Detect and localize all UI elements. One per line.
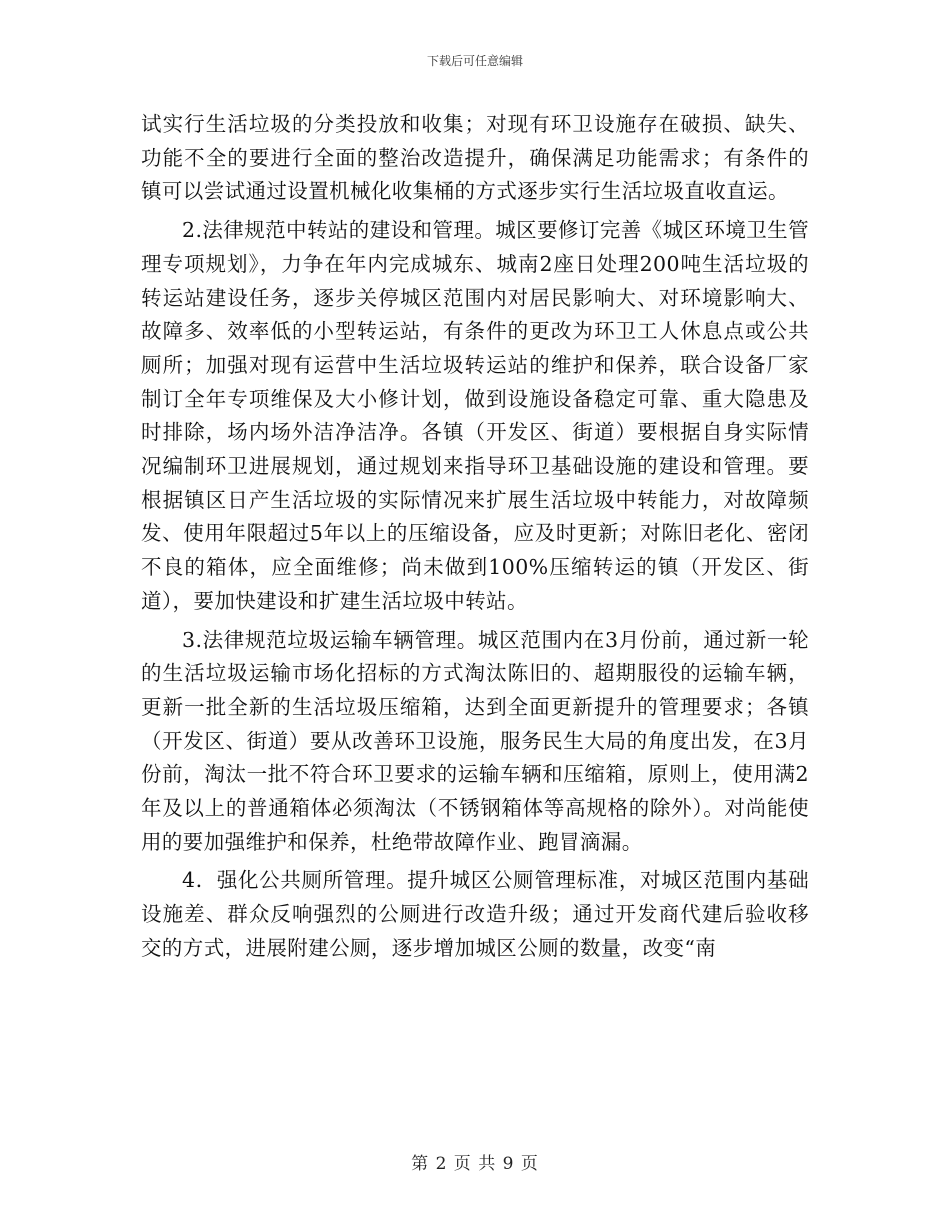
page-header: 下载后可任意编辑: [426, 54, 523, 68]
paragraph-1: 试实行生活垃圾的分类投放和收集；对现有环卫设施存在破损、缺失、功能不全的要进行全面的整治改造提升，确保满足功能需求；有条件的镇可以尝试通过设置机械化收集桶的方式逐步实行生活垃圾直收直运。: [141, 112, 809, 204]
page-footer: 第 2 页 共 9 页: [411, 1154, 539, 1174]
paragraph-3: 3.法律规范垃圾运输车辆管理。城区范围内在3月份前，通过新一轮的生活垃圾运输市场化招标的方式淘汰陈旧的、超期服役的运输车辆，更新一批全新的生活垃圾压缩箱，达到全面更新提升的管理要求；各镇（开发区、街道）要从改善环卫设施，服务民生大局的角度出发，在3月份前，淘汰一批不符合环卫要求的运输车辆和压缩箱，原则上，使用满2年及以上的普通箱体必须淘汰（不锈钢箱体等高规格的除外）。对尚能使用的要加强维护和保养，杜绝带故障作业、跑冒滴漏。: [141, 627, 809, 854]
document-body: [141, 108, 809, 971]
paragraph-2: 2.法律规范中转站的建设和管理。城区要修订完善《城区环境卫生管理专项规划》，力争在年内完成城东、城南2座日处理200吨生活垃圾的转运站建设任务，逐步关停城区范围内对居民影响大、对环境影响大、故障多、效率低的小型转运站，有条件的更改为环卫工人休息点或公共厕所；加强对现有运营中生活垃圾转运站的维护和保养，联合设备厂家制订全年专项维保及大小修计划，做到设施设备稳定可靠、重大隐患及时排除，场内场外洁净洁净。各镇（开发区、街道）要根据自身实际情况编制环卫进展规划，通过规划来指导环卫基础设施的建设和管理。要根据镇区日产生活垃圾的实际情况来扩展生活垃圾中转能力，对故障频发、使用年限超过5年以上的压缩设备，应及时更新；对陈旧老化、密闭不良的箱体，应全面维修；尚未做到100%压缩转运的镇（开发区、街道），要加快建设和扩建生活垃圾中转站。: [141, 218, 809, 613]
paragraph-4: 4．强化公共厕所管理。提升城区公厕管理标准，对城区范围内基础设施差、群众反响强烈的公厕进行改造升级；通过开发商代建后验收移交的方式，进展附建公厕，逐步增加城区公厕的数量，改变“南: [141, 868, 809, 960]
